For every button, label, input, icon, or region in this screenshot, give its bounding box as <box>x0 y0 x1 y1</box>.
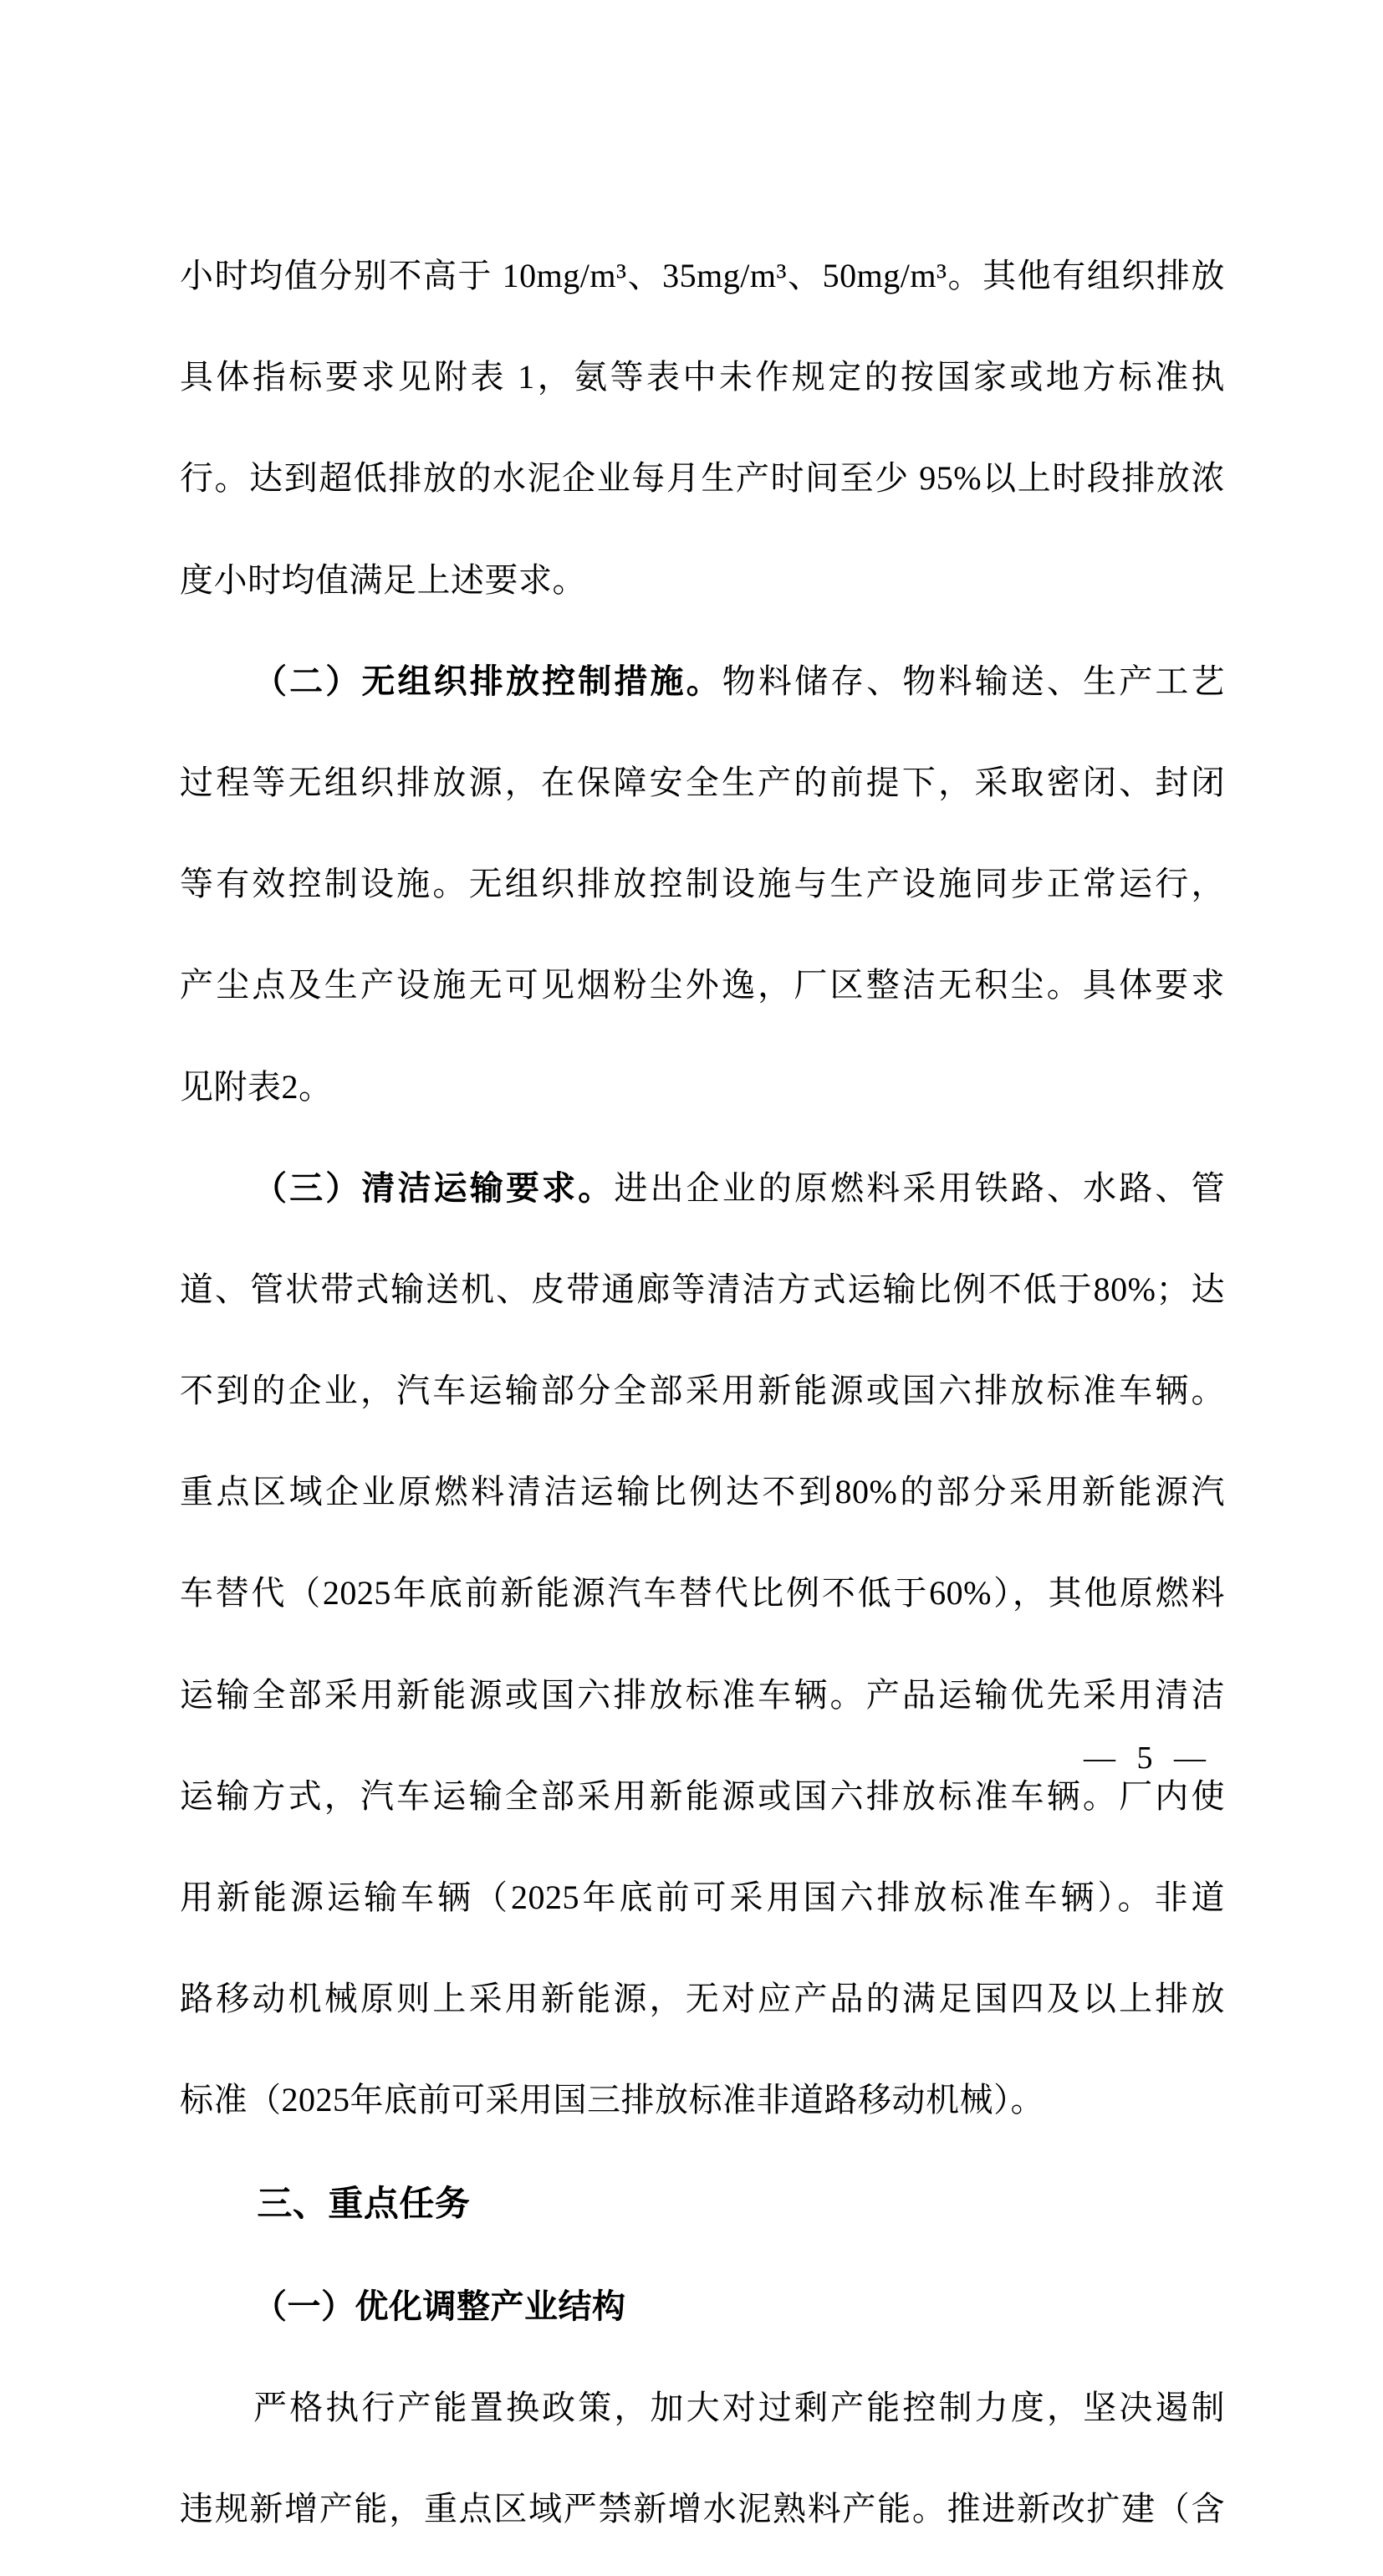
section-heading-key-tasks-text: 三、重点任务 <box>257 2183 471 2223</box>
body-line-16 <box>180 1863 1225 1931</box>
subsection-heading-industry-structure <box>180 2272 1225 2340</box>
body-line-4 <box>180 647 1225 715</box>
body-line-5 <box>180 749 1225 816</box>
section-heading-key-tasks <box>180 2170 1225 2237</box>
body-line-21-text: 严格执行产能置换政策，加大对过剩产能控制力度，坚决遏制 <box>253 2388 1225 2426</box>
body-line-0-text: 小时均值分别不高于 10mg/m³、35mg/m³、50mg/m³。其他有组织排放 <box>180 257 1225 294</box>
subsection-heading-industry-structure-text: （一）优化调整产业结构 <box>253 2287 626 2325</box>
body-line-1 <box>180 343 1225 411</box>
body-line-11 <box>180 1357 1225 1424</box>
body-line-8-text: 见附表2。 <box>180 1067 333 1106</box>
body-line-16-text: 用新能源运输车辆（2025年底前可采用国六排放标准车辆）。非道 <box>180 1878 1225 1916</box>
paragraph-lead-fugitive-emissions: （二）无组织排放控制措施。 <box>253 662 722 700</box>
body-line-8 <box>180 1053 1225 1121</box>
body-line-12 <box>180 1458 1225 1526</box>
body-line-6-text: 等有效控制设施。无组织排放控制设施与生产设施同步正常运行， <box>180 865 1225 903</box>
body-line-3-text: 度小时均值满足上述要求。 <box>180 560 586 599</box>
body-line-18-text: 标准（2025年底前可采用国三排放标准非道路移动机械）。 <box>180 2081 1044 2119</box>
body-line-18 <box>180 2066 1225 2134</box>
body-line-2-text: 行。达到超低排放的水泥企业每月生产时间至少 95%以上时段排放浓 <box>180 459 1225 498</box>
body-line-12-text: 重点区域企业原燃料清洁运输比例达不到80%的部分采用新能源汽 <box>180 1473 1225 1511</box>
body-line-21 <box>180 2374 1225 2441</box>
body-line-7-text: 产尘点及生产设施无可见烟粉尘外逸，厂区整洁无积尘。具体要求 <box>180 966 1225 1004</box>
body-line-14-text: 运输全部采用新能源或国六排放标准车辆。产品运输优先采用清洁 <box>180 1675 1225 1714</box>
page-footer <box>1084 1741 1206 1775</box>
body-line-15 <box>180 1762 1225 1830</box>
body-line-17-text: 路移动机械原则上采用新能源，无对应产品的满足国四及以上排放 <box>180 1980 1225 2018</box>
body-line-22 <box>180 2475 1225 2543</box>
body-line-6 <box>180 850 1225 917</box>
body-line-7 <box>180 951 1225 1019</box>
body-line-9-text: 进出企业的原燃料采用铁路、水路、管 <box>614 1168 1226 1207</box>
body-line-15-text: 运输方式，汽车运输全部采用新能源或国六排放标准车辆。厂内使 <box>180 1776 1225 1815</box>
body-line-13-text: 车替代（2025年底前新能源汽车替代比例不低于60%），其他原燃料 <box>180 1574 1225 1613</box>
body-line-10-text: 道、管状带式输送机、皮带通廊等清洁方式运输比例不低于80%；达 <box>180 1270 1225 1308</box>
body-line-14 <box>180 1661 1225 1729</box>
paragraph-lead-clean-transport: （三）清洁运输要求。 <box>253 1168 615 1207</box>
body-line-5-text: 过程等无组织排放源，在保障安全生产的前提下，采取密闭、封闭 <box>180 763 1225 801</box>
body-line-9 <box>180 1154 1225 1222</box>
body-line-13 <box>180 1559 1225 1627</box>
document-body <box>180 208 1225 2576</box>
body-line-0 <box>180 242 1225 309</box>
body-line-10 <box>180 1255 1225 1323</box>
body-line-1-text: 具体指标要求见附表 1，氨等表中未作规定的按国家或地方标准执 <box>180 358 1225 396</box>
body-line-11-text: 不到的企业，汽车运输部分全部采用新能源或国六排放标准车辆。 <box>180 1372 1225 1410</box>
body-line-4-text: 物料储存、物料输送、生产工艺 <box>722 662 1225 700</box>
body-line-3 <box>180 546 1225 614</box>
page-number: — 5 — <box>1084 1740 1206 1776</box>
body-line-17 <box>180 1965 1225 2032</box>
body-line-2 <box>180 444 1225 512</box>
body-line-22-text: 违规新增产能，重点区域严禁新增水泥熟料产能。推进新改扩建（含 <box>180 2490 1225 2528</box>
